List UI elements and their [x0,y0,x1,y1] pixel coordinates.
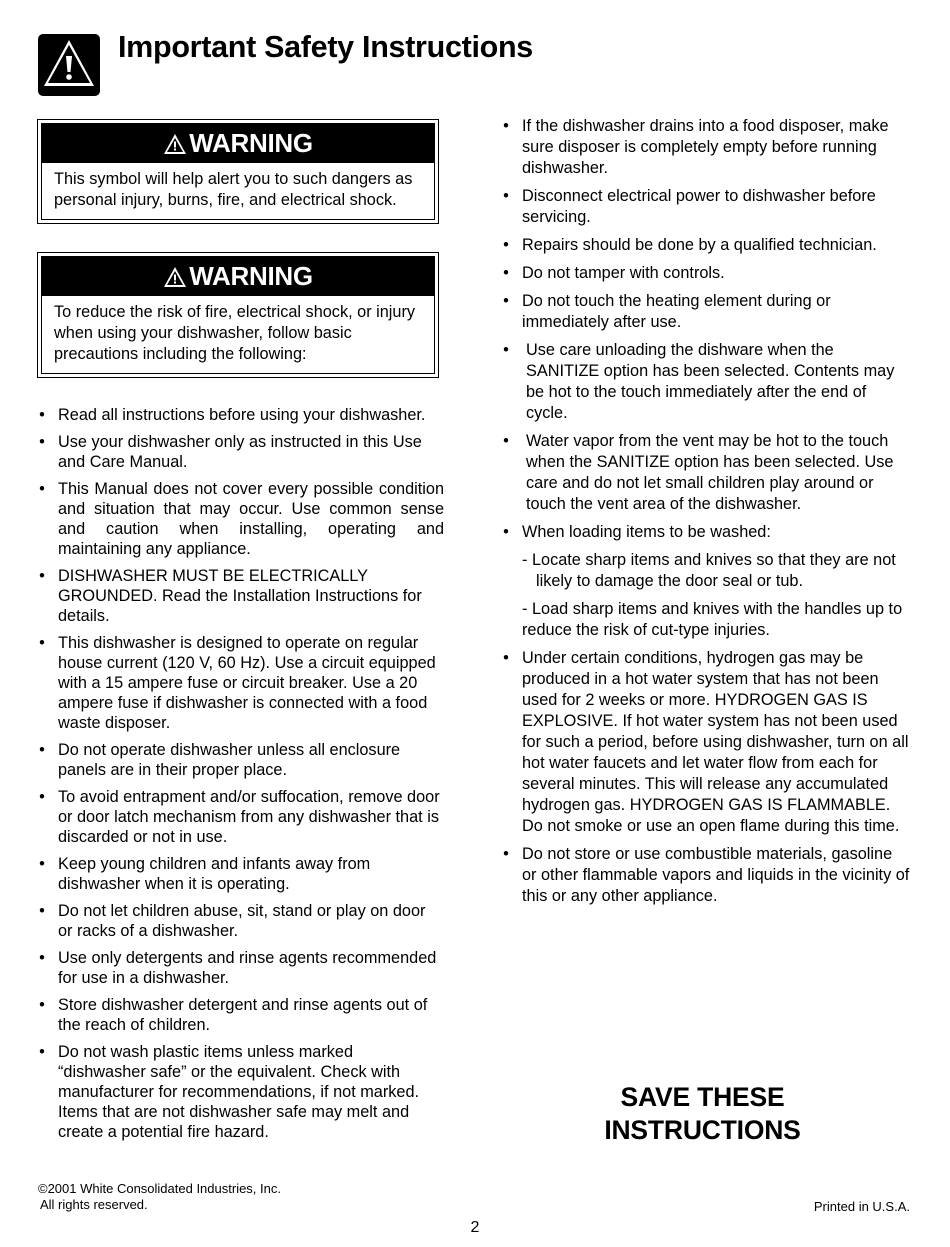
sub-list-item: - Load sharp items and knives with the handles up to reduce the risk of cut-type injuries. [522,600,903,639]
warning-triangle-icon [163,133,187,155]
list-item: • Do not wash plastic items unless marked “dishwasher safe” or the equivalent. Check with manufacturer for recommendations, if not marked. Items that are not dishwasher safe may melt and create a potential fire hazard. [39,1043,420,1141]
list-item: • Water vapor from the vent may be hot to the touch when the SANITIZE option has been selected. Use care and do not let small children play around or touch the vent area of the dishwasher. [503,432,894,513]
warning-label: WARNING [189,261,313,291]
warning-triangle-icon [163,266,187,288]
page-header [38,30,918,104]
list-item: • DISHWASHER MUST BE ELECTRICALLY GROUNDED. Read the Installation Instructions for details. [39,567,422,625]
list-item: • Use care unloading the dishware when the SANITIZE option has been selected. Contents may be hot to the touch immediately after the end of cycle. [503,341,895,422]
page-title: Important Safety Instructions [118,30,533,64]
list-item: • Keep young children and infants away from dishwasher when it is operating. [39,855,371,893]
list-item: • Do not operate dishwasher unless all enclosure panels are in their proper place. [39,741,401,779]
list-item: • If the dishwasher drains into a food disposer, make sure disposer is completely empty before running dishwasher. [503,117,889,177]
warning-bar [42,124,434,163]
list-item: • Do not tamper with controls. [503,264,725,282]
list-item: • Do not touch the heating element during or immediately after use. [503,292,831,331]
list-item: • Store dishwasher detergent and rinse agents out of the reach of children. [39,996,428,1034]
list-item: • To avoid entrapment and/or suffocation, remove door or door latch mechanism from any dishwasher that is discarded or not in use. [39,788,440,846]
warning-label: WARNING [189,128,313,158]
warning-text: To reduce the risk of fire, electrical shock, or injury when using your dishwasher, follow basic precautions including the following: [54,303,416,363]
copyright-notice: ©2001 White Consolidated Industries, Inc. All rights reserved. [38,1181,281,1212]
warning-exclamation-icon [38,34,100,96]
list-item: • Use only detergents and rinse agents recommended for use in a dishwasher. [39,949,437,987]
list-item: • Repairs should be done by a qualified technician. [503,236,877,254]
list-item: • When loading items to be washed: - Locate sharp items and knives so that they are not likely to damage the door seal or tub. - Load sharp items and knives with the handles up to reduce the risk of cut-type injuries. [500,522,910,641]
page-number: 2 [470,1219,480,1236]
list-item: • Use your dishwasher only as instructed in this Use and Care Manual. [39,433,422,471]
list-item: • Do not store or use combustible materials, gasoline or other flammable vapors and liquids in the vicinity of this or any other appliance. [503,845,910,905]
warning-box-symbol [37,119,439,224]
list-item: • Under certain conditions, hydrogen gas may be produced in a hot water system that has not been used for 2 weeks or more. HYDROGEN GAS IS EXPLOSIVE. If hot water system has not been used for such a period, before using dishwasher, turn on all hot water faucets and let water flow from each for several minutes. This will release any accumulated hydrogen gas. HYDROGEN GAS IS FLAMMABLE. Do not smoke or use an open flame during this time. [503,649,909,835]
warning-text: This symbol will help alert you to such dangers as personal injury, burns, fire, and electrical shock. [54,170,413,209]
list-item: • Read all instructions before using your dishwasher. [39,406,426,424]
left-safety-list [36,405,444,1149]
list-item: • This dishwasher is designed to operate on regular house current (120 V, 60 Hz). Use a circuit equipped with a 15 ampere fuse or circuit breaker. Use a 20 ampere fuse if dishwasher is connected with a food waste disposer. [39,634,436,732]
warning-bar [42,257,434,296]
sub-list-item: - Locate sharp items and knives so that they are not likely to damage the door seal or tub. [522,551,896,590]
list-item: • Disconnect electrical power to dishwasher before servicing. [503,187,876,226]
loading-sublist [522,550,910,641]
printed-in: Printed in U.S.A. [813,1199,910,1214]
save-instructions-heading: SAVE THESE INSTRUCTIONS [604,1082,801,1145]
list-item: • This Manual does not cover every possible condition and situation that may occur. Use common sense and caution when installing, operating and maintaining any appliance. [39,480,444,558]
warning-box-precautions [37,252,439,378]
list-item: • Do not let children abuse, sit, stand or play on door or racks of a dishwasher. [39,902,426,940]
right-safety-list [500,116,910,914]
